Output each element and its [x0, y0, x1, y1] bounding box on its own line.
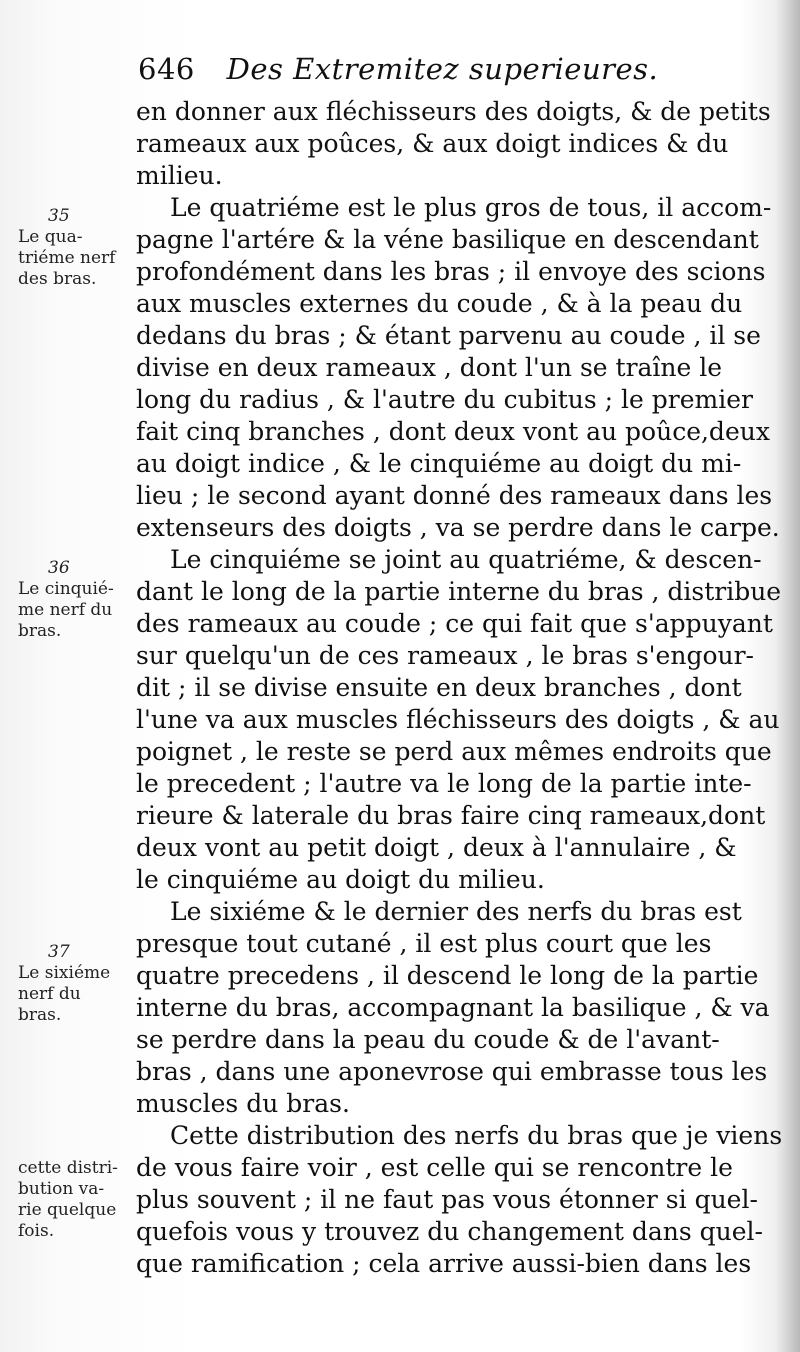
margin-line: Le sixiéme — [18, 963, 111, 983]
margin-number: 35 — [48, 206, 70, 226]
text-line: rieure & laterale du bras faire cinq rameaux,dont — [136, 801, 766, 830]
text-line: Le cinquiéme se joint au quatriéme, & descen- — [170, 545, 762, 574]
main-text — [136, 96, 783, 1280]
margin-line: fois. — [18, 1221, 55, 1241]
text-line: sur quelqu'un de ces rameaux , le bras s'engour- — [136, 641, 754, 670]
text-line: dit ; il se divise ensuite en deux branches , dont — [136, 673, 742, 702]
page-number: 646 — [138, 52, 195, 86]
margin-line: bras. — [18, 1005, 62, 1025]
text-line: profondément dans les bras ; il envoye des scions — [136, 257, 766, 286]
text-line: de vous faire voir , est celle qui se rencontre le — [136, 1153, 733, 1182]
text-line: le cinquiéme au doigt du milieu. — [136, 865, 545, 894]
margin-line: rie quelque — [18, 1200, 117, 1220]
text-line: que ramification ; cela arrive aussi-bien dans les — [136, 1249, 752, 1278]
text-line: long du radius , & l'autre du cubitus ; le premier — [136, 385, 753, 414]
margin-note-37 — [18, 942, 110, 1026]
text-line: le precedent ; l'autre va le long de la partie inte- — [136, 769, 752, 798]
margin-line: des bras. — [18, 269, 97, 289]
margin-line: cette distri- — [18, 1158, 118, 1178]
text-line: muscles du bras. — [136, 1089, 350, 1118]
text-line: extenseurs des doigts , va se perdre dans le carpe. — [136, 513, 780, 542]
text-line: pagne l'artére & la véne basilique en descendant — [136, 225, 759, 254]
text-line: presque tout cutané , il est plus court que les — [136, 929, 712, 958]
text-line: divise en deux rameaux , dont l'un se traîne le — [136, 353, 723, 382]
text-line: poignet , le reste se perd aux mêmes endroits que — [136, 737, 772, 766]
margin-line: Le qua- — [18, 227, 83, 247]
text-line: Cette distribution des nerfs du bras que je viens — [170, 1121, 783, 1150]
text-line: l'une va aux muscles fléchisseurs des doigts , & au — [136, 705, 780, 734]
text-line: rameaux aux poûces, & aux doigt indices & du — [136, 129, 729, 158]
text-line: Le quatriéme est le plus gros de tous, il accom- — [170, 193, 772, 222]
text-line: Le sixiéme & le dernier des nerfs du bras est — [170, 897, 742, 926]
text-line: dant le long de la partie interne du bras , distribue — [136, 577, 782, 606]
margin-line: triéme nerf — [18, 248, 116, 268]
margin-number: 36 — [48, 558, 70, 578]
margin-line: Le cinquié- — [18, 579, 114, 599]
running-title: Des Extremitez superieures. — [226, 52, 659, 86]
text-line: des rameaux au coude ; ce qui fait que s'appuyant — [136, 609, 773, 638]
text-line: fait cinq branches , dont deux vont au poûce,deux — [136, 417, 770, 446]
margin-line: bras. — [18, 621, 62, 641]
text-line: quefois vous y trouvez du changement dans quel- — [136, 1217, 763, 1246]
text-line: deux vont au petit doigt , deux à l'annulaire , & — [136, 833, 737, 862]
text-line: se perdre dans la peau du coude & de l'avant- — [136, 1025, 720, 1054]
text-line: au doigt indice , & le cinquiéme au doigt du mi- — [136, 449, 742, 478]
text-line: bras , dans une aponevrose qui embrasse tous les — [136, 1057, 768, 1086]
text-line: interne du bras, accompagnant la basilique , & va — [136, 993, 770, 1022]
text-line: quatre precedens , il descend le long de la partie — [136, 961, 759, 990]
text-line: plus souvent ; il ne faut pas vous étonner si quel- — [136, 1185, 758, 1214]
margin-note-35 — [18, 206, 115, 290]
margin-line: me nerf du — [18, 600, 113, 620]
text-line: dedans du bras ; & étant parvenu au coude , il se — [136, 321, 761, 350]
margin-line: bution va- — [18, 1179, 105, 1199]
margin-note-variation — [18, 1158, 118, 1242]
text-line: en donner aux fléchisseurs des doigts, & de petits — [136, 97, 771, 126]
margin-line: nerf du — [18, 984, 81, 1004]
text-line: aux muscles externes du coude , & à la peau du — [136, 289, 743, 318]
margin-number: 37 — [48, 942, 70, 962]
page-header — [138, 52, 718, 96]
margin-note-36 — [18, 558, 114, 642]
text-line: lieu ; le second ayant donné des rameaux dans les — [136, 481, 773, 510]
text-line: milieu. — [136, 161, 223, 190]
